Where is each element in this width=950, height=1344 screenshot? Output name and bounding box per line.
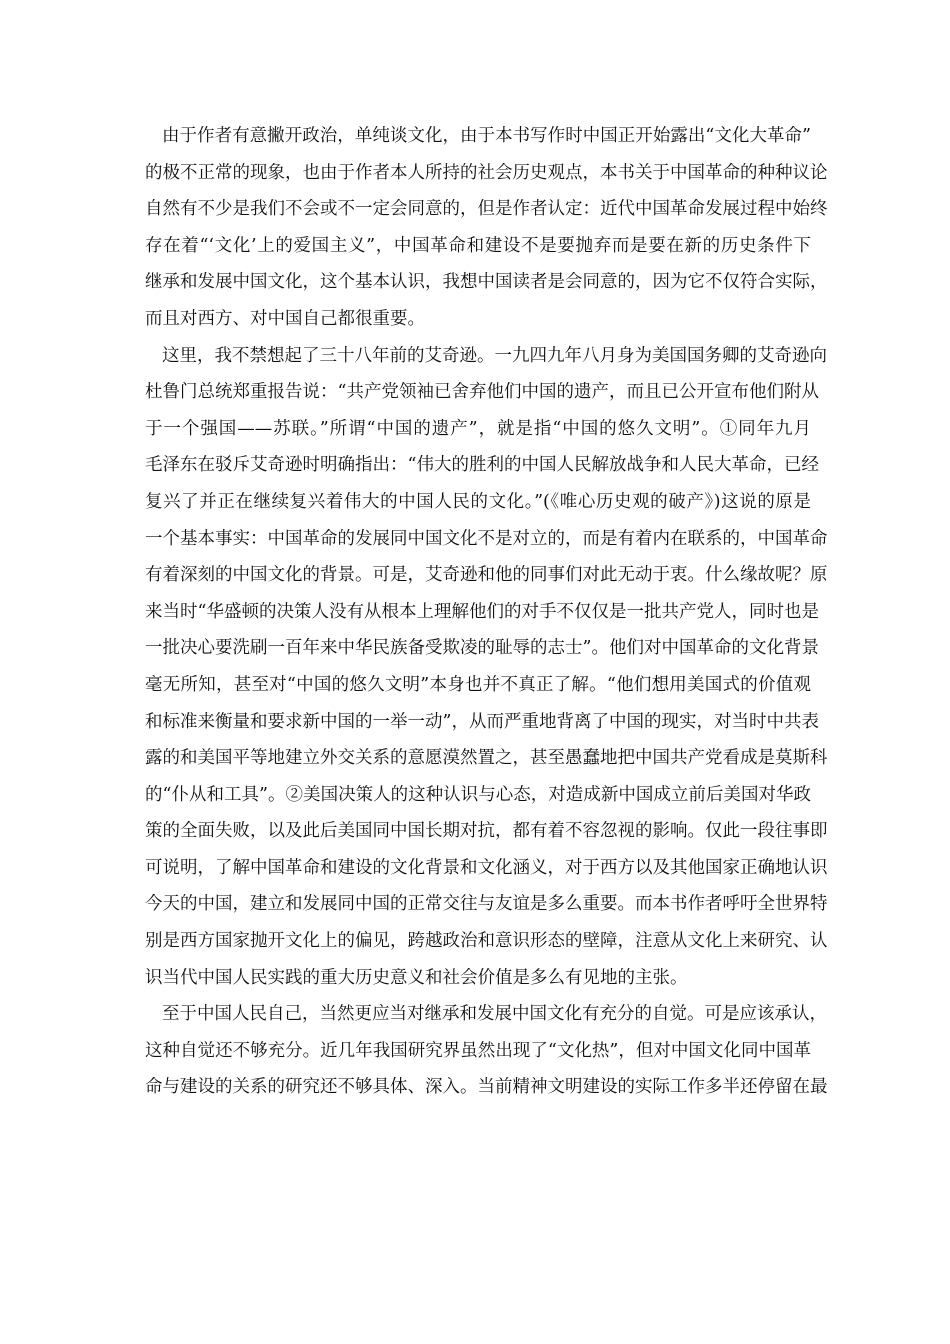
document-page <box>145 118 828 1106</box>
text-line: 有着深刻的中国文化的背景。可是，艾奇逊和他的同事们对此无动于衷。什么缘故呢？原 <box>145 565 828 586</box>
text-line: 一个基本事实：中国革命的发展同中国文化不是对立的，而是有着内在联系的，中国革命 <box>145 528 828 549</box>
text-line: 杜鲁门总统郑重报告说：“共产党领袖已舍弃他们中国的遗产，而且已公开宣布他们附从 <box>145 382 819 403</box>
text-line: 至于中国人民自己，当然更应当对继承和发展中国文化有充分的自觉。可是应该承认， <box>162 1004 827 1025</box>
text-line: 的“仆从和工具”。②美国决策人的这种认识与心态，对造成新中国成立前后美国对华政 <box>145 784 811 805</box>
paragraph-3 <box>145 996 828 1106</box>
text-line: 可说明，了解中国革命和建设的文化背景和文化涵义，对于西方以及其他国家正确地认识 <box>145 857 828 878</box>
text-line: 自然有不少是我们不会或不一定会同意的，但是作者认定：近代中国革命发展过程中始终 <box>145 199 828 220</box>
text-line: 毫无所知，甚至对“中国的悠久文明”本身也并不真正了解。“他们想用美国式的价值观 <box>145 674 811 695</box>
text-line: 一批决心要洗刷一百年来中华民族备受欺凌的耻辱的志士”。他们对中国革命的文化背景 <box>145 638 819 659</box>
text-line: 来当时“华盛顿的决策人没有从根本上理解他们的对手不仅仅是一批共产党人，同时也是 <box>145 601 819 622</box>
text-line: 而且对西方、对中国自己都很重要。 <box>145 308 425 329</box>
text-line: 策的全面失败，以及此后美国同中国长期对抗，都有着不容忽视的影响。仅此一段往事即 <box>145 821 828 842</box>
paragraph-2 <box>145 338 828 997</box>
text-line: 这里，我不禁想起了三十八年前的艾奇逊。一九四九年八月身为美国国务卿的艾奇逊向 <box>162 345 827 366</box>
text-line: 复兴了并正在继续复兴着伟大的中国人民的文化。”(《唯心历史观的破产》)这说的原是 <box>145 491 811 512</box>
text-line: 别是西方国家抛开文化上的偏见，跨越政治和意识形态的壁障，注意从文化上来研究、认 <box>145 931 828 952</box>
text-line: 于一个强国——苏联。”所谓“中国的遗产”，就是指“中国的悠久文明”。①同年九月 <box>145 418 811 439</box>
text-line: 识当代中国人民实践的重大历史意义和社会价值是多么有见地的主张。 <box>145 967 688 988</box>
text-line: 毛泽东在驳斥艾奇逊时明确指出：“伟大的胜利的中国人民解放战争和人民大革命，已经 <box>145 455 819 476</box>
text-line: 存在着“‘文化’上的爱国主义”，中国革命和建设不是要抛弃而是要在新的历史条件下 <box>145 235 811 256</box>
text-line: 由于作者有意撇开政治，单纯谈文化，由于本书写作时中国正开始露出“文化大革命” <box>162 126 811 146</box>
text-line: 的极不正常的现象，也由于作者本人所持的社会历史观点，本书关于中国革命的种种议论 <box>145 162 828 183</box>
text-line: 命与建设的关系的研究还不够具体、深入。当前精神文明建设的实际工作多半还停留在最 <box>145 1077 828 1098</box>
text-line: 今天的中国，建立和发展同中国的正常交往与友谊是多么重要。而本书作者呼吁全世界特 <box>145 894 828 915</box>
paragraph-1 <box>145 118 828 338</box>
text-line: 露的和美国平等地建立外交关系的意愿漠然置之，甚至愚蠢地把中国共产党看成是莫斯科 <box>145 748 828 769</box>
text-line: 继承和发展中国文化，这个基本认识，我想中国读者是会同意的，因为它不仅符合实际， <box>145 272 828 293</box>
text-line: 和标准来衡量和要求新中国的一举一动”，从而严重地背离了中国的现实，对当时中共表 <box>145 711 819 732</box>
text-line: 这种自觉还不够充分。近几年我国研究界虽然出现了“文化热”，但对中国文化同中国革 <box>145 1040 811 1061</box>
